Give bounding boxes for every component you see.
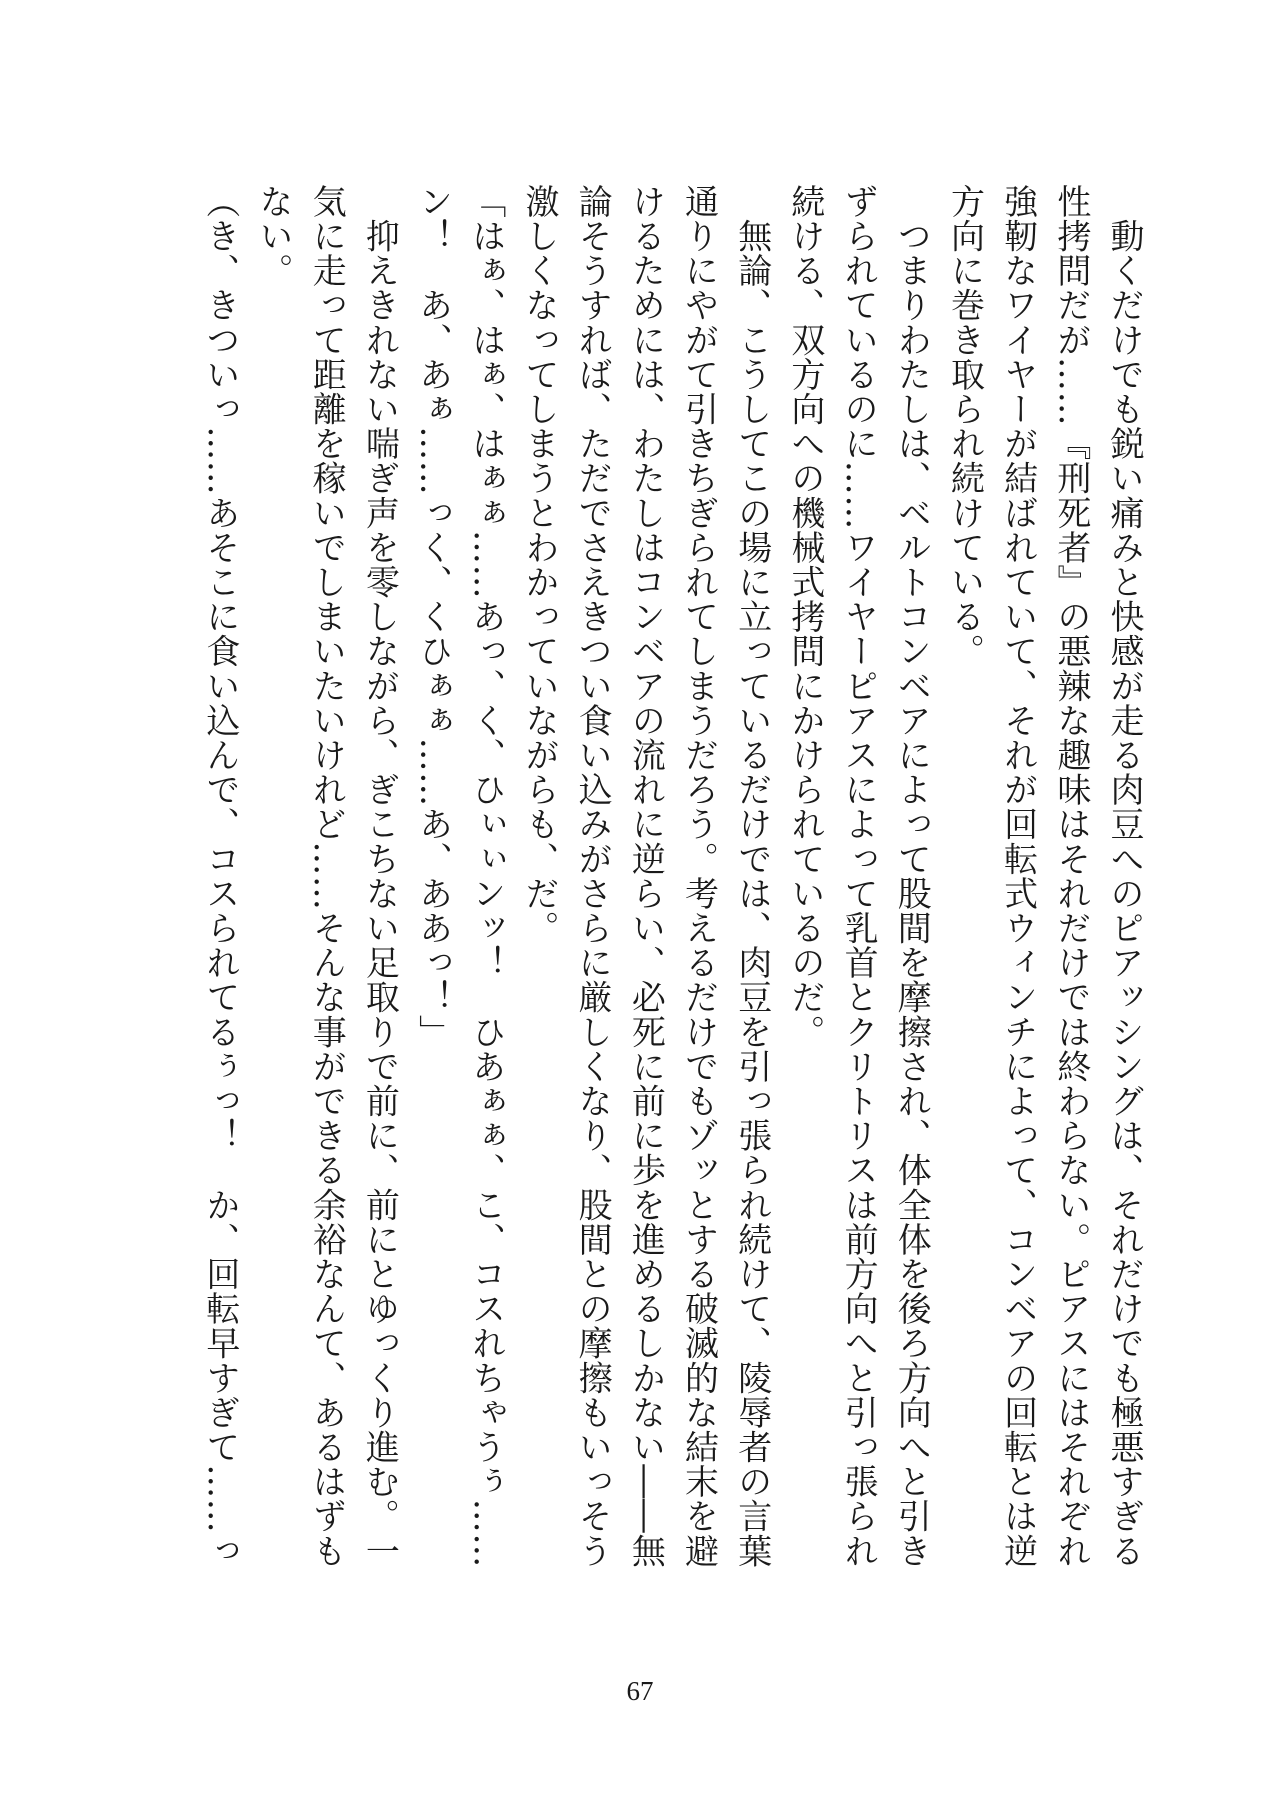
text-column: 続ける、双方向への機械式拷問にかけられているのだ。	[784, 184, 825, 1049]
vertical-body-text	[193, 184, 1150, 1574]
text-column: 論そうすれば、ただでさえきつい食い込みがさらに厳しくなり、股間との摩擦もいっそう	[572, 184, 613, 1568]
text-column: けるためには、わたしはコンベアの流れに逆らい、必死に前に歩を進めるしかない――無	[625, 184, 666, 1568]
text-column: 強靭なワイヤーが結ばれていて、それが回転式ウィンチによって、コンベアの回転とは逆	[997, 184, 1038, 1568]
text-column: 激しくなってしまうとわかっていながらも、だ。	[518, 184, 559, 946]
text-column: 方向に巻き取られ続けている。	[944, 184, 985, 669]
text-column: 抑えきれない喘ぎ声を零しながら、ぎこちない足取りで前に、前にとゆっくり進む。一	[359, 184, 400, 1568]
text-column: ン！ あ、あぁ……っく、くひぁぁ……あ、ああっ！」	[412, 184, 453, 1049]
text-column: ない。	[253, 184, 293, 288]
text-column: 性拷問だが……『刑死者』の悪辣な趣味はそれだけでは終わらない。ピアスにはそれぞれ	[1050, 184, 1091, 1568]
text-column: 動くだけでも鋭い痛みと快感が走る肉豆へのピアッシングは、それだけでも極悪すぎる	[1104, 184, 1144, 1568]
text-column: 気に走って距離を稼いでしまいたいけれど……そんな事ができる余裕なんて、あるはずも	[306, 184, 347, 1568]
text-column: 無論、こうしてこの場に立っているだけでは、肉豆を引っ張られ続けて、陵辱者の言葉	[731, 184, 772, 1568]
text-column: （き、きついっ……あそこに食い込んで、コスられてるぅっ！ か、回転早すぎて……っ	[199, 184, 240, 1568]
text-column: 通りにやがて引きちぎられてしまうだろう。考えるだけでもゾッとする破滅的な結末を避	[678, 184, 719, 1568]
text-column: 「はぁ、はぁ、はぁぁ……あっ、く、ひぃぃンッ！ ひあぁぁ、こ、コスれちゃうぅ……	[465, 184, 506, 1568]
text-column: ずられているのに……ワイヤーピアスによって乳首とクリトリスは前方向へと引っ張られ	[838, 184, 879, 1568]
text-column: つまりわたしは、ベルトコンベアによって股間を摩擦され、体全体を後ろ方向へと引き	[891, 184, 932, 1568]
page-number: 67	[626, 1676, 654, 1706]
